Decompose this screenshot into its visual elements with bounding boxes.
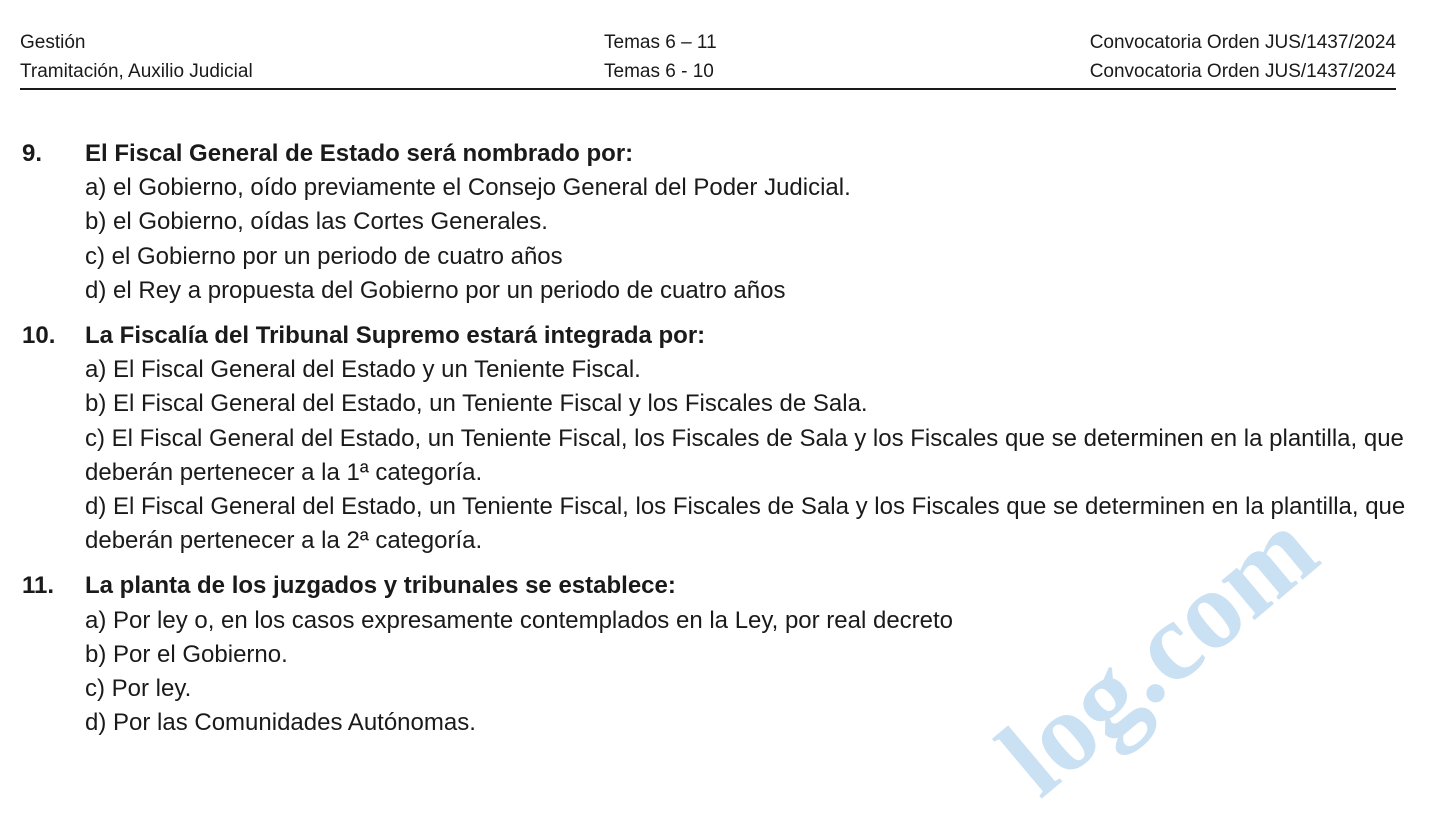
question-heading [22,137,1412,171]
option-a: a) el Gobierno, oído previamente el Consejo General del Poder Judicial. [85,174,851,202]
header-exam-gestion: Gestión [20,32,86,53]
header-row-2 [20,57,1396,86]
option-b: b) El Fiscal General del Estado, un Teniente Fiscal y los Fiscales de Sala. [85,390,868,418]
question-heading [22,569,1412,603]
option-d: d) El Fiscal General del Estado, un Teniente Fiscal, los Fiscales de Sala y los Fiscales que se determinen en la plantilla, que deberán pertenecer a la 2ª categoría. [85,493,1406,555]
option-d: d) Por las Comunidades Autónomas. [85,709,476,737]
header-call-gestion: Convocatoria Orden JUS/1437/2024 [1089,32,1396,53]
question-number: 9. [22,140,43,167]
watermark-text: log.com [976,486,1340,820]
question-10 [22,319,1412,558]
option-a: a) Por ley o, en los casos expresamente contemplados en la Ley, por real decreto [85,606,954,634]
option-a: a) El Fiscal General del Estado y un Teniente Fiscal. [85,356,641,384]
question-text: El Fiscal General de Estado será nombrado por: [85,140,634,167]
question-number: 10. [22,322,56,349]
question-text: La Fiscalía del Tribunal Supremo estará integrada por: [85,322,706,349]
header-topics-gestion: Temas 6 – 11 [604,32,717,53]
option-b: b) el Gobierno, oídas las Cortes Generales. [85,208,548,236]
header-exam-tramitacion: Tramitación, Auxilio Judicial [20,61,253,82]
question-text: La planta de los juzgados y tribunales se establece: [85,572,676,600]
option-c: c) el Gobierno por un periodo de cuatro años [85,242,563,270]
question-number: 11. [22,572,55,600]
question-9 [22,137,1412,308]
option-b: b) Por el Gobierno. [85,640,288,668]
header-row-1 [20,28,1396,57]
header-call-tramitacion: Convocatoria Orden JUS/1437/2024 [1089,61,1396,82]
option-c: c) Por ley. [85,675,192,702]
option-d: d) el Rey a propuesta del Gobierno por un periodo de cuatro años [85,276,786,304]
page-header [20,28,1396,90]
header-topics-tramitacion: Temas 6 - 10 [604,61,714,82]
question-11 [22,569,1412,740]
question-heading [22,319,1412,353]
question-list [22,137,1412,751]
option-c: c) El Fiscal General del Estado, un Teniente Fiscal, los Fiscales de Sala y los Fiscales que se determinen en la plantilla, que deberán pertenecer a la 1ª categoría. [85,424,1404,486]
